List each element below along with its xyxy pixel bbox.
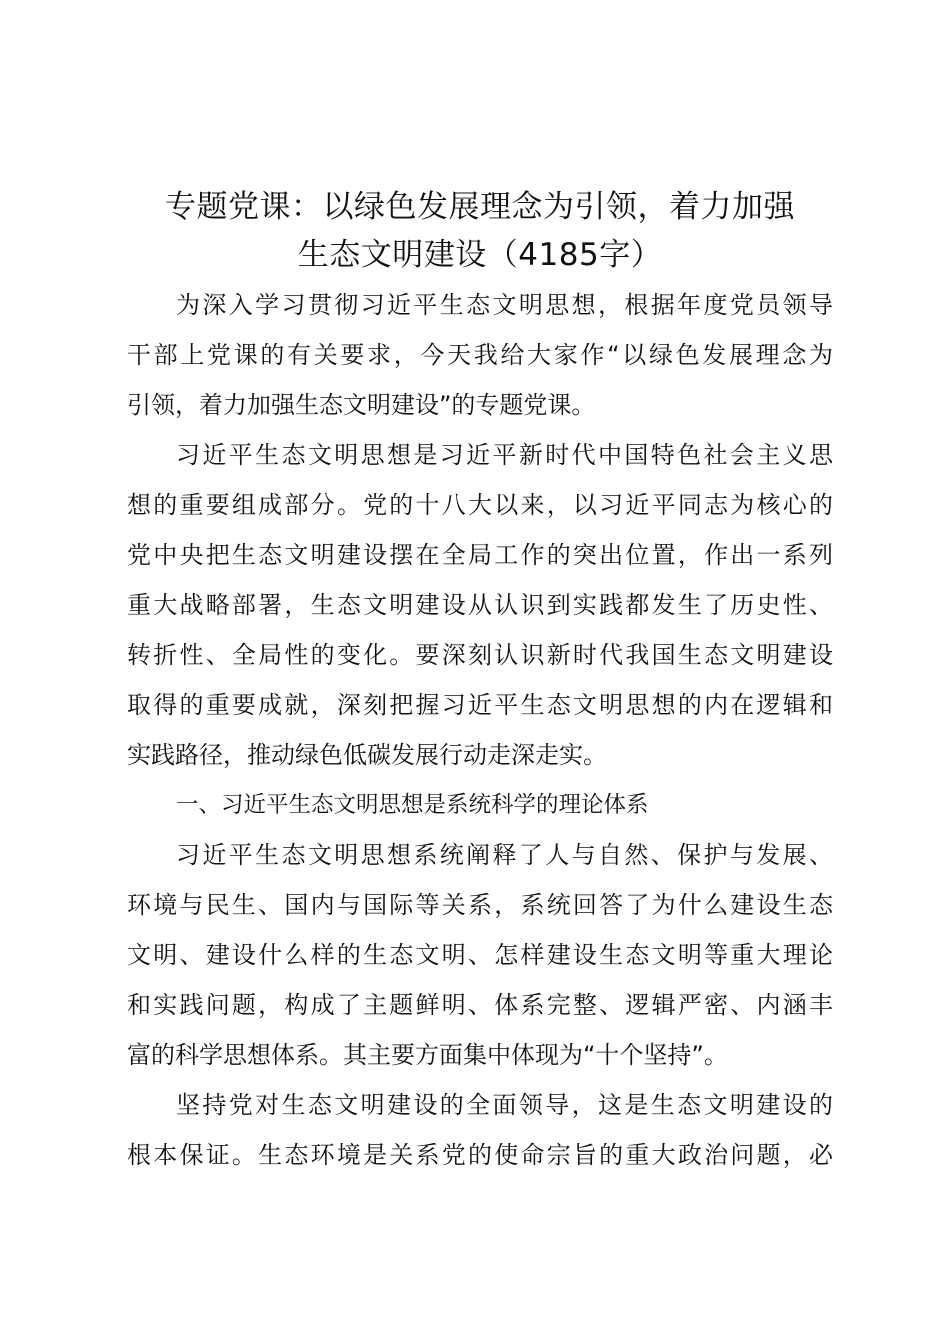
paragraph-line: 和实践问题，构成了主题鲜明、体系完整、逻辑严密、内涵丰 <box>127 991 833 1019</box>
paragraph-line: 习近平生态文明思想系统阐释了人与自然、保护与发展、 <box>176 841 833 869</box>
paragraph-line: 取得的重要成就，深刻把握习近平生态文明思想的内在逻辑和 <box>127 691 833 719</box>
paragraph-line: 重大战略部署，生态文明建设从认识到实践都发生了历史性、 <box>127 591 833 619</box>
paragraph-line: 文明、建设什么样的生态文明、怎样建设生态文明等重大理论 <box>127 941 833 969</box>
document-title-line-2: 生态文明建设（4185字） <box>297 237 663 273</box>
paragraph-line: 习近平生态文明思想是习近平新时代中国特色社会主义思 <box>176 441 833 469</box>
section-heading: 一、习近平生态文明思想是系统科学的理论体系 <box>176 792 649 818</box>
paragraph-line: 环境与民生、国内与国际等关系，系统回答了为什么建设生态 <box>127 891 833 919</box>
paragraph-line: 富的科学思想体系。其主要方面集中体现为“十个坚持”。 <box>127 1041 728 1069</box>
paragraph-line: 根本保证。生态环境是关系党的使命宗旨的重大政治问题，必 <box>127 1141 833 1169</box>
paragraph-line: 实践路径，推动绿色低碳发展行动走深走实。 <box>127 741 607 769</box>
paragraph-line: 干部上党课的有关要求，今天我给大家作“以绿色发展理念为 <box>127 341 833 369</box>
paragraph-line: 引领，着力加强生态文明建设”的专题党课。 <box>127 391 596 419</box>
paragraph-line: 为深入学习贯彻习近平生态文明思想，根据年度党员领导 <box>176 291 833 319</box>
paragraph-line: 党中央把生态文明建设摆在全局工作的突出位置，作出一系列 <box>127 541 833 569</box>
paragraph-line: 转折性、全局性的变化。要深刻认识新时代我国生态文明建设 <box>127 641 833 669</box>
document-title-line-1: 专题党课：以绿色发展理念为引领，着力加强 <box>165 189 795 225</box>
paragraph-line: 坚持党对生态文明建设的全面领导，这是生态文明建设的 <box>176 1091 833 1119</box>
paragraph-line: 想的重要组成部分。党的十八大以来，以习近平同志为核心的 <box>127 491 833 519</box>
